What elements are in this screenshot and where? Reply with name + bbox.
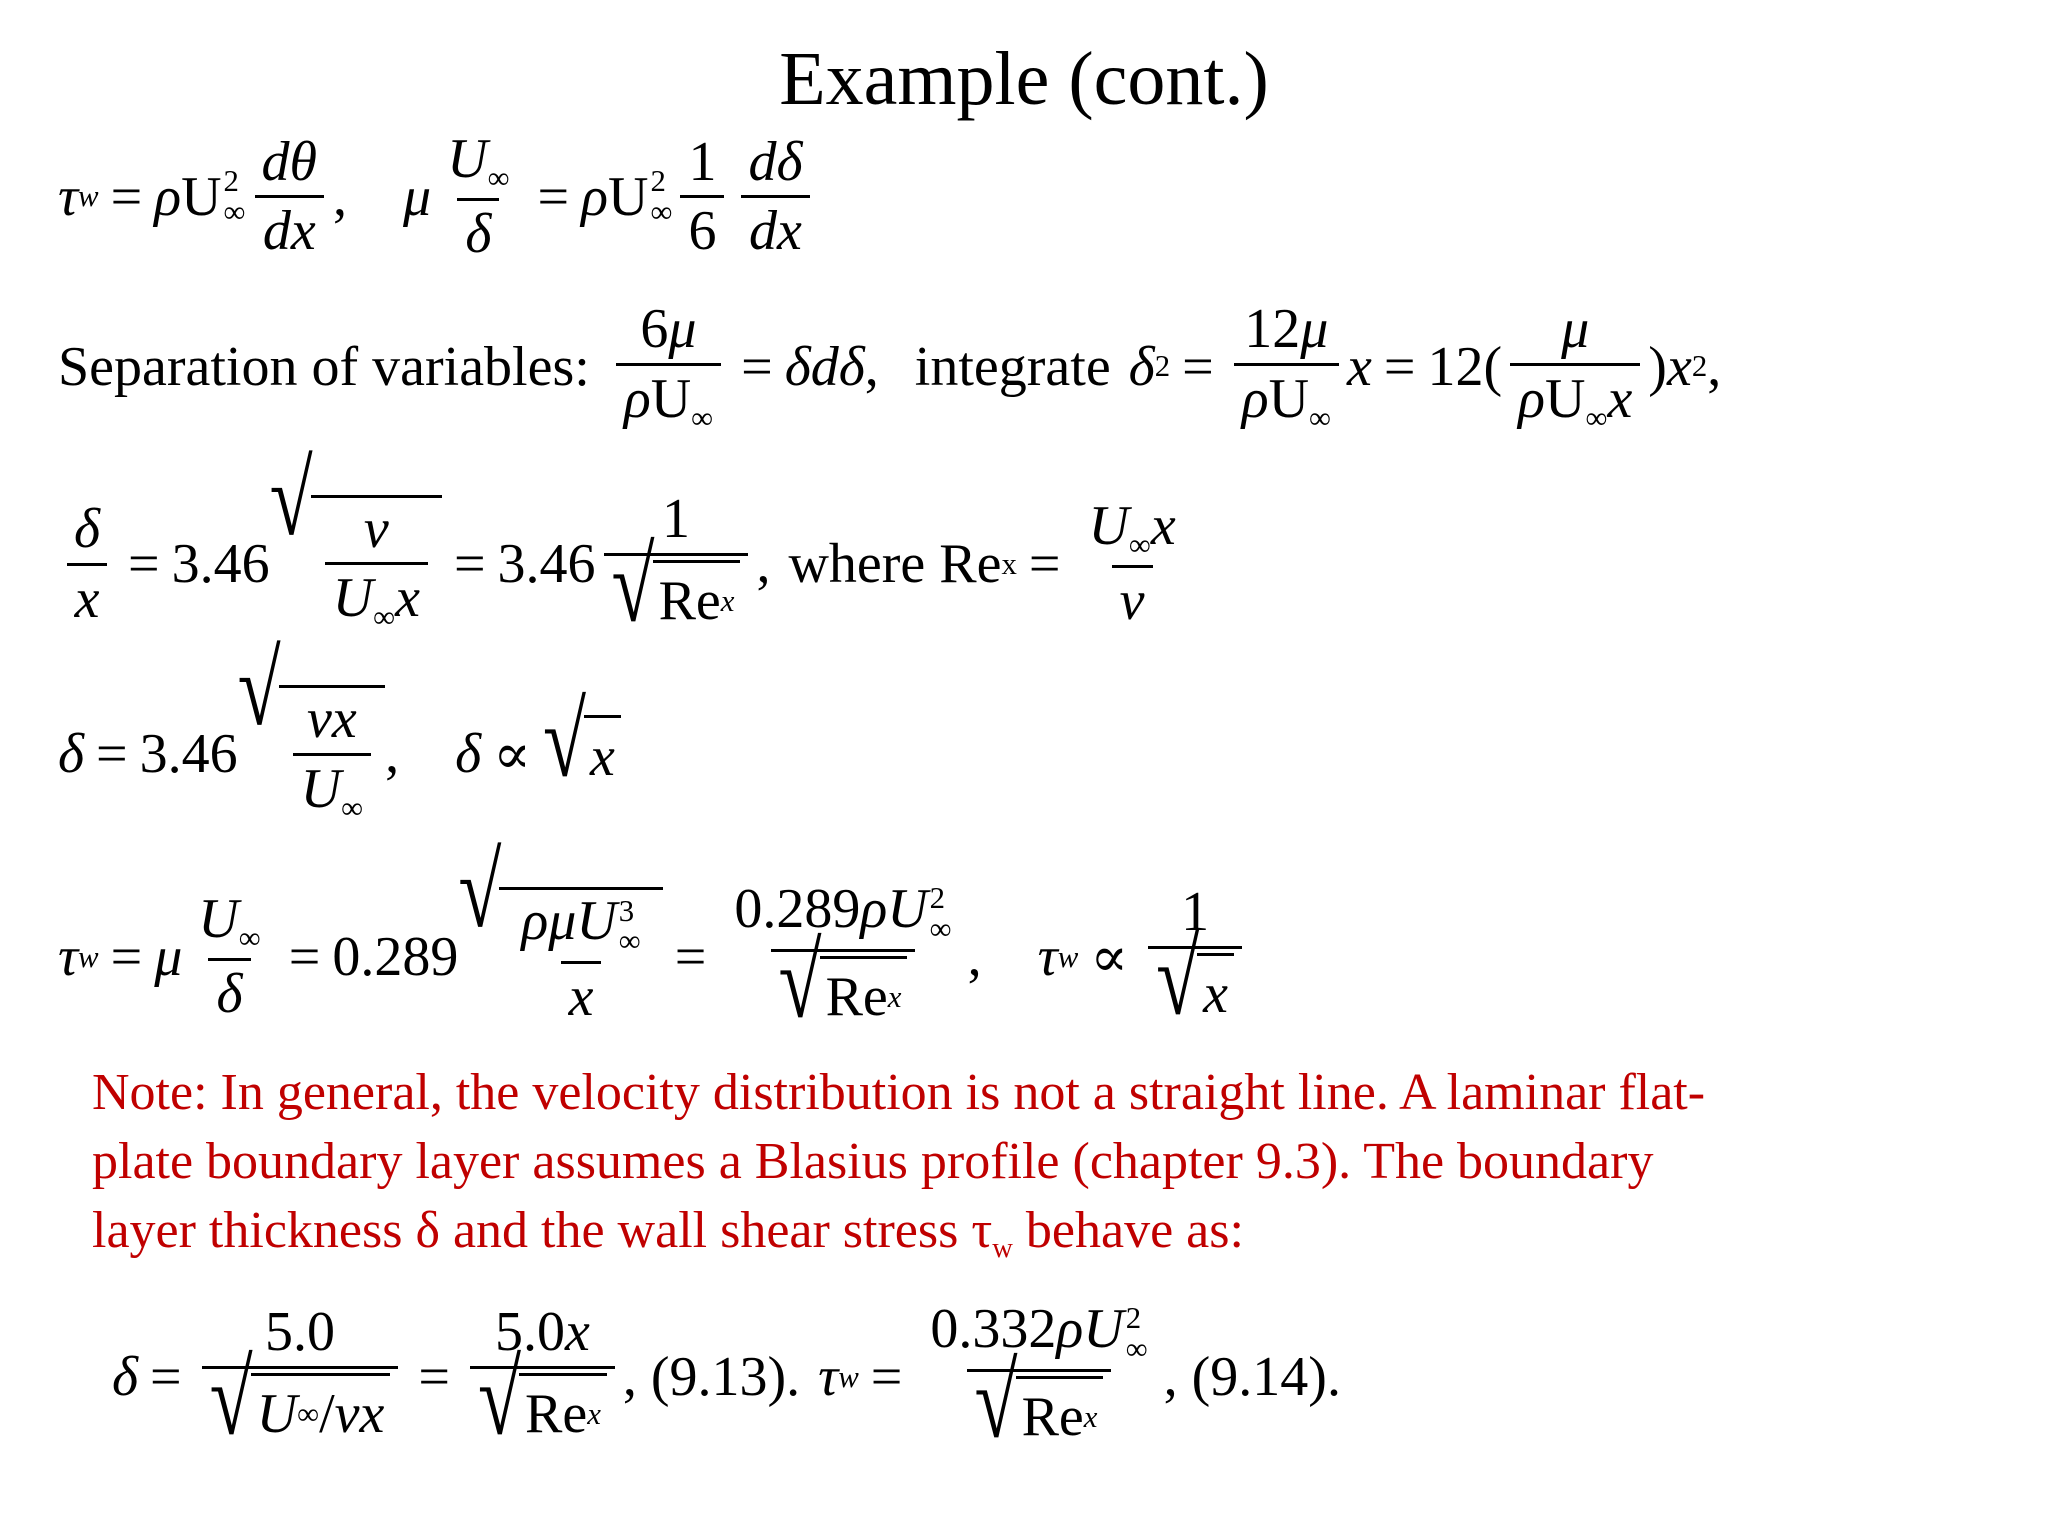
equation-delta-over-x: $\frac{\delta}{x}$ = 3.46 √ $\frac{\nu}{U_\infty x}$ = 3.46 1 √ Re x , where Re x = $\frac{U_\infty x}{\nu}$ <box>58 490 1192 638</box>
eq-ref-914: , (9.14). <box>1163 1346 1341 1409</box>
note-line-1: Note: In general, the velocity distribution is not a straight line. A laminar flat- <box>92 1064 1706 1121</box>
equation-wall-shear: τ w = ρ U 2 ∞ $\frac{d\theta}{dx}$ , μ $\frac{U_\infty}{\delta}$ = ρ U 2 ∞ $\frac{1}{6}$ $\frac{d\delta}{dx}$ <box>58 130 818 264</box>
page-title: Example (cont.) <box>779 37 1269 121</box>
where-label: where Re <box>788 533 1002 596</box>
eq-ref-913: , (9.13). <box>622 1346 801 1409</box>
equation-blasius: δ = 5.0 √ U ∞ / νx = 5.0x √ Re x , (9.13). τ w = 0.332ρU 2 ∞ √ Re x , (9.14). <box>112 1298 1341 1460</box>
note-line-3: layer thickness δ and the wall shear stress $\tau_w$ behave as: <box>92 1202 1244 1264</box>
equation-tau-w: τ w = μ $\frac{U_\infty}{\delta}$ = 0.289 √ ρμU 3 ∞ x = 0.289ρU 2 ∞ √ Re x , τ w ∝ 1 √ x <box>58 880 1250 1034</box>
note-paragraph <box>92 1058 1992 1283</box>
separation-label: Separation of variables: <box>58 335 590 398</box>
integrate-label: integrate <box>914 335 1111 398</box>
equation-delta: δ = 3.46 √ $\frac{\nu x}{U_\infty}$ , δ ∝ √ x <box>58 685 621 824</box>
note-line-2: plate boundary layer assumes a Blasius profile (chapter 9.3). The boundary <box>92 1133 1654 1190</box>
equation-separation: Separation of variables: $\frac{6\mu}{\rho U_\infty}$ = δdδ , integrate δ 2 = $\frac{12\mu}{\rho U_\infty}$ x = 12 ( $\frac{\mu}{\rho U_\infty x}$ ) x 2 , <box>58 298 1722 435</box>
